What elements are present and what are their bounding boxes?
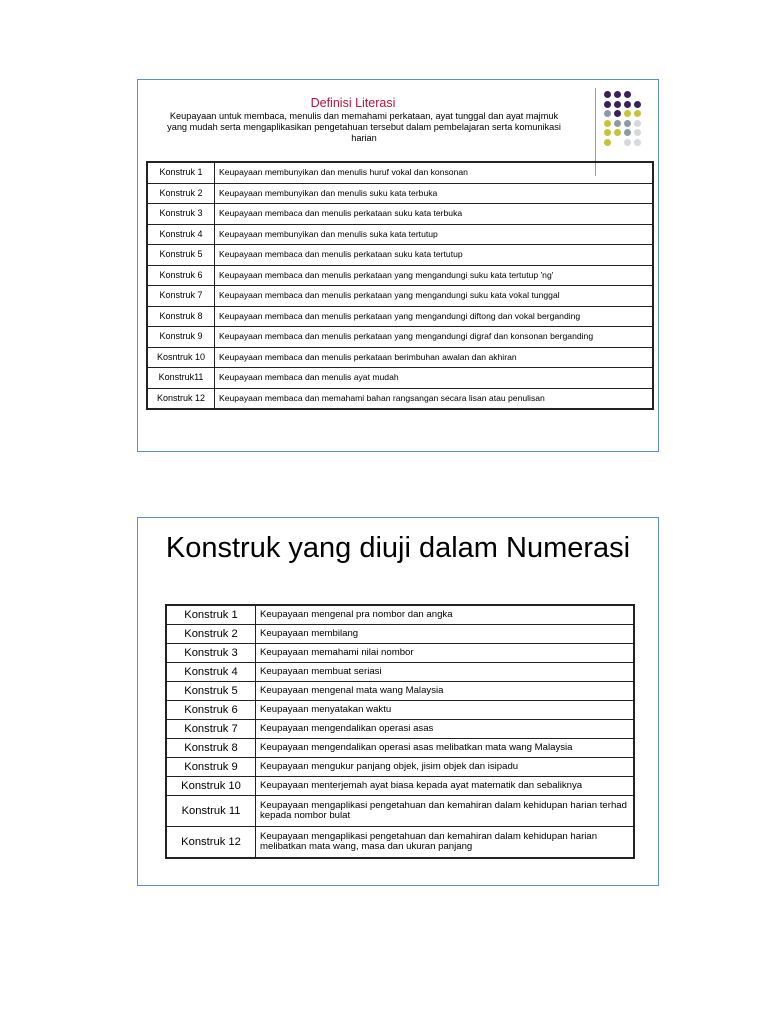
table-row bbox=[147, 388, 653, 409]
konstruk-description: Keupayaan mengenal pra nombor dan angka bbox=[256, 605, 635, 625]
numerasi-table bbox=[165, 604, 635, 859]
konstruk-label: Konstruk 3 bbox=[147, 204, 215, 225]
konstruk-label: Konstruk 11 bbox=[166, 796, 256, 827]
konstruk-label: Konstruk 7 bbox=[147, 286, 215, 307]
table-row bbox=[166, 644, 634, 663]
konstruk-label: Konstruk 2 bbox=[147, 183, 215, 204]
konstruk-label: Konstruk 6 bbox=[147, 265, 215, 286]
decorative-dot bbox=[604, 110, 611, 117]
decorative-dot bbox=[634, 120, 641, 127]
table-row bbox=[166, 663, 634, 682]
table-row bbox=[147, 204, 653, 225]
konstruk-description: Keupayaan membilang bbox=[256, 625, 635, 644]
decorative-dot bbox=[614, 110, 621, 117]
konstruk-label: Kosntruk 10 bbox=[147, 347, 215, 368]
konstruk-description: Keupayaan memahami nilai nombor bbox=[256, 644, 635, 663]
table-row bbox=[166, 777, 634, 796]
table-row bbox=[166, 625, 634, 644]
decorative-dot bbox=[614, 120, 621, 127]
literasi-table bbox=[146, 161, 654, 410]
konstruk-description: Keupayaan mengaplikasi pengetahuan dan kemahiran dalam kehidupan harian melibatkan mata wang, masa dan ukuran panjang bbox=[256, 827, 635, 859]
table-row bbox=[166, 827, 634, 859]
decorative-dot bbox=[624, 91, 631, 98]
decorative-dot bbox=[634, 101, 641, 108]
konstruk-label: Konstruk11 bbox=[147, 368, 215, 389]
decorative-dot bbox=[634, 110, 641, 117]
konstruk-description: Keupayaan membaca dan menulis perkataan yang mengandungi suku kata tertutup 'ng' bbox=[215, 265, 654, 286]
konstruk-description: Keupayaan membuat seriasi bbox=[256, 663, 635, 682]
konstruk-description: Keupayaan membaca dan menulis perkataan suku kata terbuka bbox=[215, 204, 654, 225]
table-row bbox=[147, 162, 653, 183]
table-row bbox=[147, 347, 653, 368]
konstruk-label: Konstruk 1 bbox=[147, 162, 215, 183]
konstruk-description: Keupayaan membaca dan menulis perkataan suku kata tertutup bbox=[215, 245, 654, 266]
konstruk-label: Konstruk 10 bbox=[166, 777, 256, 796]
konstruk-description: Keupayaan mengenal mata wang Malaysia bbox=[256, 682, 635, 701]
decorative-dot bbox=[634, 139, 641, 146]
slide-title: Konstruk yang diuji dalam Numerasi bbox=[165, 532, 631, 564]
slide-title: Definisi Literasi bbox=[310, 96, 396, 110]
table-row bbox=[166, 758, 634, 777]
konstruk-description: Keupayaan membunyikan dan menulis suka kata tertutup bbox=[215, 224, 654, 245]
konstruk-label: Konstruk 2 bbox=[166, 625, 256, 644]
table-row bbox=[147, 265, 653, 286]
decorative-dot bbox=[604, 120, 611, 127]
konstruk-label: Konstruk 12 bbox=[147, 388, 215, 409]
table-row bbox=[147, 368, 653, 389]
table-row bbox=[147, 183, 653, 204]
decorative-dot bbox=[604, 101, 611, 108]
konstruk-description: Keupayaan membaca dan menulis perkataan yang mengandungi diftong dan vokal berganding bbox=[215, 306, 654, 327]
decorative-dot bbox=[614, 129, 621, 136]
konstruk-description: Keupayaan mengaplikasi pengetahuan dan kemahiran dalam kehidupan harian terhad kepada nombor bulat bbox=[256, 796, 635, 827]
table-row bbox=[147, 286, 653, 307]
table-row bbox=[147, 245, 653, 266]
table-row bbox=[147, 327, 653, 348]
decorative-dot bbox=[604, 91, 611, 98]
table-row bbox=[147, 306, 653, 327]
decorative-dot bbox=[624, 110, 631, 117]
table-row bbox=[166, 739, 634, 758]
konstruk-label: Konstruk 9 bbox=[147, 327, 215, 348]
decorative-dot bbox=[624, 139, 631, 146]
decorative-dot bbox=[604, 129, 611, 136]
decorative-dot bbox=[624, 120, 631, 127]
table-row bbox=[147, 224, 653, 245]
konstruk-description: Keupayaan mengukur panjang objek, jisim objek dan isipadu bbox=[256, 758, 635, 777]
konstruk-label: Konstruk 4 bbox=[147, 224, 215, 245]
konstruk-label: Konstruk 8 bbox=[166, 739, 256, 758]
table-row bbox=[166, 701, 634, 720]
decorative-dot bbox=[624, 101, 631, 108]
konstruk-label: Konstruk 5 bbox=[147, 245, 215, 266]
slide-definisi-literasi bbox=[137, 79, 659, 452]
slide-numerasi bbox=[137, 517, 659, 886]
konstruk-description: Keupayaan membaca dan menulis perkataan berimbuhan awalan dan akhiran bbox=[215, 347, 654, 368]
konstruk-label: Konstruk 5 bbox=[166, 682, 256, 701]
konstruk-description: Keupayaan membaca dan memahami bahan rangsangan secara lisan atau penulisan bbox=[215, 388, 654, 409]
konstruk-description: Keupayaan menyatakan waktu bbox=[256, 701, 635, 720]
konstruk-label: Konstruk 8 bbox=[147, 306, 215, 327]
konstruk-description: Keupayaan membaca dan menulis ayat mudah bbox=[215, 368, 654, 389]
konstruk-label: Konstruk 12 bbox=[166, 827, 256, 859]
konstruk-label: Konstruk 1 bbox=[166, 605, 256, 625]
konstruk-label: Konstruk 9 bbox=[166, 758, 256, 777]
table-row bbox=[166, 796, 634, 827]
decorative-dot bbox=[614, 101, 621, 108]
table-row bbox=[166, 682, 634, 701]
konstruk-label: Konstruk 7 bbox=[166, 720, 256, 739]
konstruk-description: Keupayaan membunyikan dan menulis suku kata terbuka bbox=[215, 183, 654, 204]
konstruk-description: Keupayaan mengendalikan operasi asas bbox=[256, 720, 635, 739]
konstruk-label: Konstruk 4 bbox=[166, 663, 256, 682]
decorative-dot bbox=[614, 91, 621, 98]
konstruk-description: Keupayaan menterjemah ayat biasa kepada ayat matematik dan sebaliknya bbox=[256, 777, 635, 796]
table-row bbox=[166, 720, 634, 739]
table-row bbox=[166, 605, 634, 625]
konstruk-description: Keupayaan membunyikan dan menulis huruf vokal dan konsonan bbox=[215, 162, 654, 183]
konstruk-description: Keupayaan membaca dan menulis perkataan yang mengandungi suku kata vokal tunggal bbox=[215, 286, 654, 307]
konstruk-label: Konstruk 3 bbox=[166, 644, 256, 663]
slide-description: Keupayaan untuk membaca, menulis dan memahami perkataan, ayat tunggal dan ayat majmuk yang mudah serta mengaplikasikan pengetahuan tersebut dalam pembelajaran serta komunikasi harian bbox=[167, 111, 561, 143]
decorative-dot bbox=[624, 129, 631, 136]
konstruk-description: Keupayaan mengendalikan operasi asas melibatkan mata wang Malaysia bbox=[256, 739, 635, 758]
decorative-dot bbox=[604, 139, 611, 146]
konstruk-label: Konstruk 6 bbox=[166, 701, 256, 720]
konstruk-description: Keupayaan membaca dan menulis perkataan yang mengandungi digraf dan konsonan berganding bbox=[215, 327, 654, 348]
decorative-dot bbox=[634, 129, 641, 136]
dot-grid-decoration bbox=[604, 91, 656, 163]
